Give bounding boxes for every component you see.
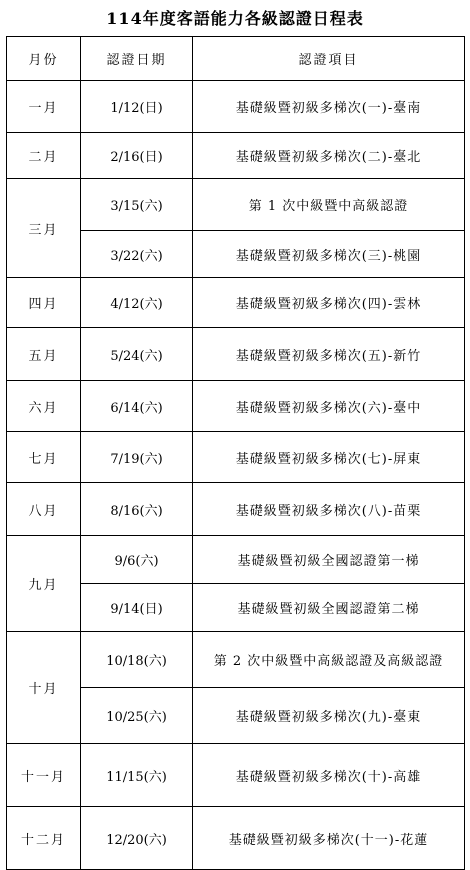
item-cell: 基礎級暨初級多梯次(四)-雲林 (193, 278, 465, 328)
month-cell: 十二月 (7, 807, 81, 870)
document-title: 114年度客語能力各級認證日程表 (106, 9, 364, 28)
month-cell: 十月 (7, 632, 81, 744)
header-date: 認證日期 (81, 37, 193, 81)
item-cell: 基礎級暨初級全國認證第一梯 (193, 536, 465, 584)
item-cell: 基礎級暨初級多梯次(二)-臺北 (193, 133, 465, 179)
month-cell: 七月 (7, 432, 81, 483)
table-row (7, 278, 465, 328)
month-cell: 二月 (7, 133, 81, 179)
date-cell: 9/14(日) (81, 584, 193, 632)
table-row (7, 632, 465, 688)
date-cell: 11/15(六) (81, 744, 193, 807)
table-row (7, 536, 465, 584)
item-cell: 基礎級暨初級全國認證第二梯 (193, 584, 465, 632)
item-cell: 基礎級暨初級多梯次(七)-屏東 (193, 432, 465, 483)
date-cell: 3/15(六) (81, 179, 193, 231)
table-row (7, 483, 465, 536)
schedule-table (6, 36, 465, 870)
item-cell: 基礎級暨初級多梯次(十)-高雄 (193, 744, 465, 807)
month-cell: 四月 (7, 278, 81, 328)
header-month: 月份 (7, 37, 81, 81)
date-cell: 3/22(六) (81, 231, 193, 278)
table-row (7, 179, 465, 231)
month-cell: 十一月 (7, 744, 81, 807)
month-cell: 八月 (7, 483, 81, 536)
month-cell: 九月 (7, 536, 81, 632)
table-row (7, 133, 465, 179)
month-cell: 一月 (7, 81, 81, 133)
item-cell: 基礎級暨初級多梯次(九)-臺東 (193, 688, 465, 744)
item-cell: 第 2 次中級暨中高級認證及高級認證 (193, 632, 465, 688)
date-cell: 2/16(日) (81, 133, 193, 179)
date-cell: 4/12(六) (81, 278, 193, 328)
item-cell: 基礎級暨初級多梯次(六)-臺中 (193, 381, 465, 432)
table-row (7, 381, 465, 432)
item-cell: 基礎級暨初級多梯次(一)-臺南 (193, 81, 465, 133)
item-cell: 基礎級暨初級多梯次(八)-苗栗 (193, 483, 465, 536)
date-cell: 9/6(六) (81, 536, 193, 584)
month-cell: 三月 (7, 179, 81, 278)
date-cell: 10/25(六) (81, 688, 193, 744)
date-cell: 10/18(六) (81, 632, 193, 688)
table-row (7, 432, 465, 483)
date-cell: 7/19(六) (81, 432, 193, 483)
month-cell: 五月 (7, 328, 81, 381)
date-cell: 5/24(六) (81, 328, 193, 381)
item-cell: 基礎級暨初級多梯次(十一)-花蓮 (193, 807, 465, 870)
table-row (7, 744, 465, 807)
item-cell: 基礎級暨初級多梯次(三)-桃園 (193, 231, 465, 278)
table-row (7, 328, 465, 381)
date-cell: 6/14(六) (81, 381, 193, 432)
month-cell: 六月 (7, 381, 81, 432)
table-row (7, 81, 465, 133)
date-cell: 8/16(六) (81, 483, 193, 536)
item-cell: 基礎級暨初級多梯次(五)-新竹 (193, 328, 465, 381)
header-row (7, 37, 465, 81)
header-item: 認證項目 (193, 37, 465, 81)
item-cell: 第 1 次中級暨中高級認證 (193, 179, 465, 231)
date-cell: 1/12(日) (81, 81, 193, 133)
table-row (7, 807, 465, 870)
date-cell: 12/20(六) (81, 807, 193, 870)
